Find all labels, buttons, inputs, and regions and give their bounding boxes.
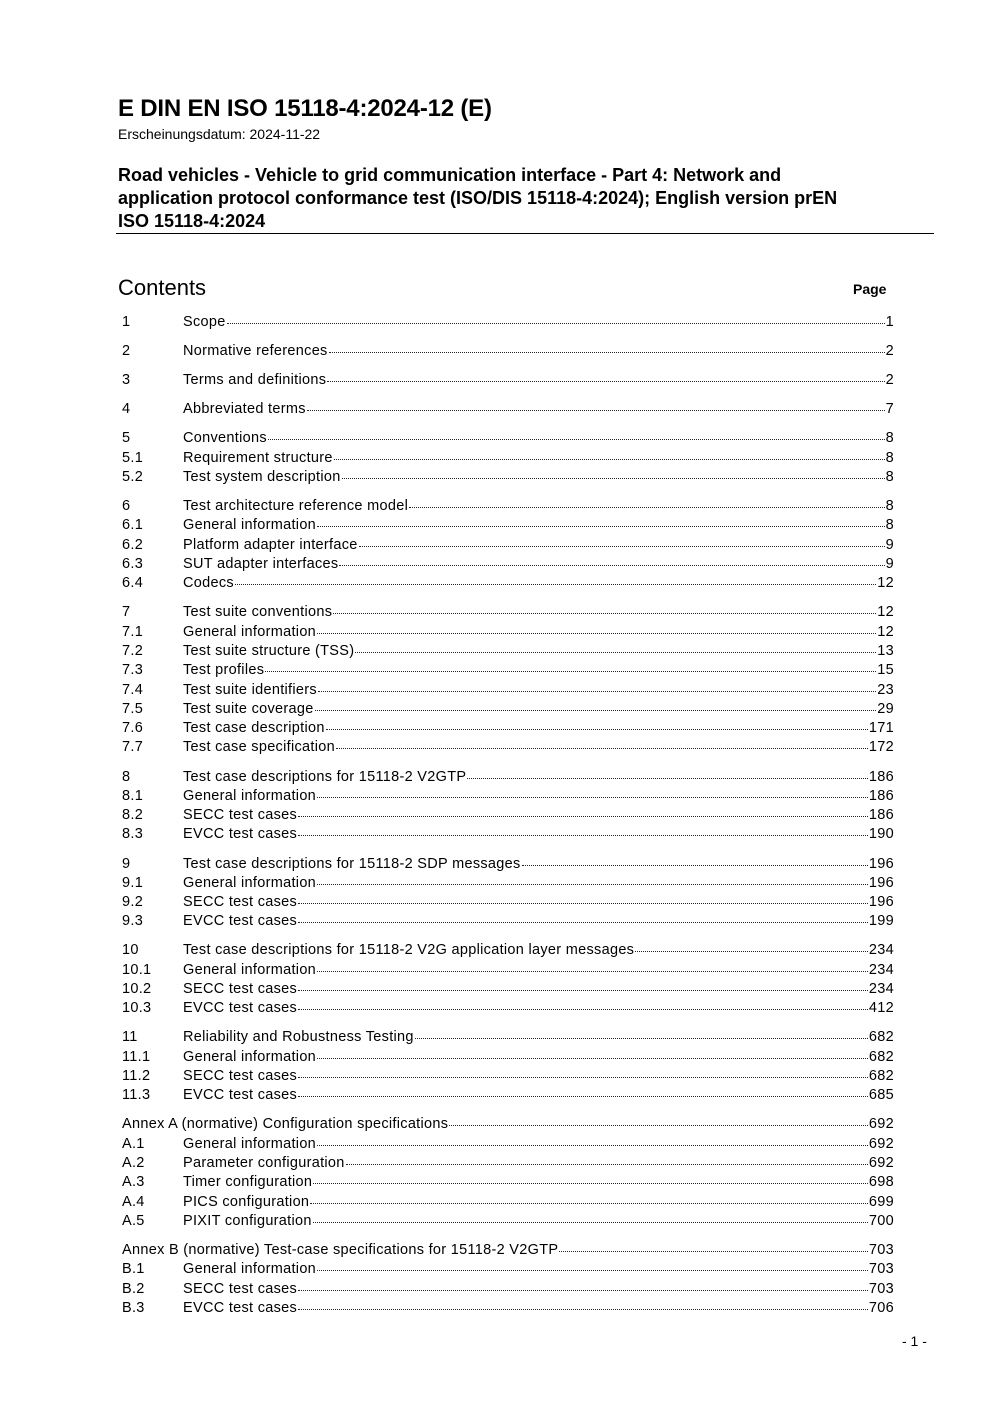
- toc-entry-number: 10: [122, 942, 139, 959]
- toc-dot-leader: [635, 951, 868, 952]
- toc-entry-number: A.5: [122, 1212, 145, 1229]
- toc-entry-page: 2: [885, 372, 894, 389]
- toc-entry-page: 12: [877, 623, 894, 640]
- toc-entry-title: Terms and definitions: [183, 372, 327, 389]
- toc-entry[interactable]: [122, 807, 894, 826]
- toc-dot-leader: [333, 613, 876, 614]
- toc-entry[interactable]: [122, 1087, 894, 1106]
- toc-entry-title: Annex A (normative) Configuration specifications: [122, 1116, 449, 1133]
- toc-dot-leader: [298, 835, 868, 836]
- toc-entry-page: 186: [868, 807, 894, 824]
- toc-entry-number: 11.3: [122, 1087, 151, 1104]
- toc-entry-title: Test system description: [183, 468, 341, 485]
- toc-entry-page: 186: [868, 787, 894, 804]
- toc-entry[interactable]: [122, 962, 894, 981]
- toc-dot-leader: [315, 710, 877, 711]
- toc-dot-leader: [298, 1009, 868, 1010]
- toc-entry[interactable]: [122, 1068, 894, 1087]
- toc-entry-title: SECC test cases: [183, 1280, 298, 1297]
- toc-dot-leader: [268, 439, 885, 440]
- toc-entry-page: 682: [868, 1068, 894, 1085]
- toc-entry-title: General information: [183, 1135, 317, 1152]
- toc-entry-number: 6: [122, 498, 131, 515]
- toc-entry-title: Test profiles: [183, 662, 265, 679]
- toc-dot-leader: [317, 797, 868, 798]
- toc-entry-page: 692: [868, 1155, 894, 1172]
- toc-entry[interactable]: [122, 913, 894, 932]
- toc-entry[interactable]: [122, 556, 894, 575]
- toc-entry-number: 7.4: [122, 681, 144, 698]
- toc-dot-leader: [298, 990, 868, 991]
- page-column-label: Page: [853, 281, 887, 297]
- toc-dot-leader: [355, 652, 876, 653]
- toc-entry[interactable]: [122, 1300, 894, 1319]
- toc-dot-leader: [298, 1290, 868, 1291]
- toc-entry-title: Scope: [183, 314, 226, 330]
- toc-dot-leader: [298, 903, 868, 904]
- toc-entry-number: 10.2: [122, 981, 152, 998]
- toc-entry-number: 8.3: [122, 826, 144, 843]
- toc-entry-title: Abbreviated terms: [183, 401, 306, 418]
- toc-entry-title: Test suite structure (TSS): [183, 642, 355, 659]
- toc-entry-page: 8: [885, 468, 894, 485]
- toc-entry-number: B.3: [122, 1299, 145, 1316]
- toc-entry-page: 23: [877, 681, 894, 698]
- toc-dot-leader: [339, 565, 884, 566]
- toc-entry[interactable]: [122, 450, 894, 469]
- toc-entry-number: 7.1: [122, 623, 144, 640]
- toc-dot-leader: [298, 922, 868, 923]
- toc-entry-page: 698: [868, 1174, 894, 1191]
- toc-entry[interactable]: [122, 1242, 894, 1261]
- toc-entry-number: 2: [122, 343, 131, 360]
- toc-entry-title: Conventions: [183, 430, 267, 447]
- toc-entry-title: EVCC test cases: [183, 1000, 298, 1017]
- toc-entry-number: 11.1: [122, 1048, 151, 1065]
- toc-dot-leader: [317, 526, 885, 527]
- toc-dot-leader: [298, 1077, 868, 1078]
- toc-entry-number: 9.2: [122, 894, 144, 911]
- toc-dot-leader: [326, 729, 868, 730]
- toc-entry-number: 11.2: [122, 1068, 151, 1085]
- toc-dot-leader: [313, 1183, 868, 1184]
- toc-entry-title: SECC test cases: [183, 894, 298, 911]
- toc-entry-number: 6.4: [122, 575, 144, 592]
- toc-entry-page: 703: [868, 1242, 894, 1259]
- toc-dot-leader: [327, 381, 884, 382]
- toc-dot-leader: [317, 1058, 868, 1059]
- toc-dot-leader: [317, 1145, 868, 1146]
- toc-entry-number: 9.3: [122, 913, 144, 930]
- toc-entry-number: 9.1: [122, 874, 144, 891]
- toc-entry-page: 8: [885, 430, 894, 447]
- toc-entry-page: 699: [868, 1193, 894, 1210]
- toc-entry-page: 199: [868, 913, 894, 930]
- toc-entry-title: Test case descriptions for 15118-2 V2G application layer messages: [183, 942, 635, 959]
- toc-entry-number: B.2: [122, 1280, 145, 1297]
- toc-entry-title: General information: [183, 1048, 317, 1065]
- toc-entry-page: 196: [868, 855, 894, 872]
- toc-entry-title: General information: [183, 787, 317, 804]
- toc-entry-number: 5.1: [122, 449, 144, 466]
- toc-dot-leader: [346, 1164, 868, 1165]
- toc-entry-number: 9: [122, 855, 131, 872]
- toc-entry-title: EVCC test cases: [183, 826, 298, 843]
- toc-dot-leader: [298, 1309, 868, 1310]
- toc-entry[interactable]: [122, 981, 894, 1000]
- toc-entry-page: 706: [868, 1299, 894, 1316]
- toc-entry[interactable]: [122, 1049, 894, 1068]
- contents-heading: Contents: [118, 275, 207, 300]
- toc-entry-number: 5: [122, 430, 131, 447]
- toc-entry-title: EVCC test cases: [183, 1299, 298, 1316]
- toc-entry-number: B.1: [122, 1261, 145, 1278]
- toc-dot-leader: [522, 865, 868, 866]
- document-title-line: Road vehicles - Vehicle to grid communication interface - Part 4: Network and: [118, 165, 782, 185]
- toc-dot-leader: [313, 1222, 868, 1223]
- toc-entry-page: 8: [885, 498, 894, 515]
- toc-entry[interactable]: [122, 1281, 894, 1300]
- toc-entry-page: 8: [885, 517, 894, 534]
- toc-entry[interactable]: [122, 826, 894, 845]
- toc-entry-page: 29: [877, 700, 894, 717]
- toc-entry-title: EVCC test cases: [183, 913, 298, 930]
- toc-entry-number: A.3: [122, 1174, 145, 1191]
- toc-entry-number: 11: [122, 1029, 138, 1046]
- toc-entry[interactable]: [122, 372, 894, 391]
- toc-entry[interactable]: [122, 682, 894, 701]
- publication-date: Erscheinungsdatum: 2024-11-22: [118, 126, 321, 142]
- toc-entry-title: Timer configuration: [183, 1174, 313, 1191]
- toc-entry-title: Codecs: [183, 575, 234, 592]
- toc-entry-number: 8.1: [122, 787, 144, 804]
- toc-entry[interactable]: [122, 720, 894, 739]
- toc-dot-leader: [298, 816, 868, 817]
- toc-entry-title: General information: [183, 874, 317, 891]
- toc-entry-title: Test case descriptions for 15118-2 SDP messages: [183, 855, 521, 872]
- toc-entry-number: 6.2: [122, 536, 144, 553]
- toc-entry-title: SECC test cases: [183, 807, 298, 824]
- toc-entry[interactable]: [122, 343, 894, 362]
- toc-entry-page: 703: [868, 1261, 894, 1278]
- toc-entry[interactable]: [122, 739, 894, 758]
- toc-entry-number: 3: [122, 372, 131, 389]
- toc-entry-page: 9: [885, 555, 894, 572]
- toc-entry-number: 8.2: [122, 807, 144, 824]
- toc-entry[interactable]: [122, 469, 894, 488]
- toc-entry[interactable]: [122, 701, 894, 720]
- toc-entry-page: 12: [877, 575, 894, 592]
- document-id: E DIN EN ISO 15118-4:2024-12 (E): [118, 95, 492, 122]
- toc-entry-number: 1: [122, 314, 131, 330]
- table-of-contents: [122, 314, 894, 1319]
- toc-entry[interactable]: [122, 624, 894, 643]
- toc-entry-page: 412: [868, 1000, 894, 1017]
- toc-entry-title: PICS configuration: [183, 1193, 310, 1210]
- document-title-line: application protocol conformance test (ISO/DIS 15118-4:2024); English version prEN: [118, 188, 838, 208]
- toc-entry-number: A.4: [122, 1193, 145, 1210]
- toc-entry-number: 7.2: [122, 642, 144, 659]
- toc-entry-page: 9: [885, 536, 894, 553]
- toc-entry-page: 703: [868, 1280, 894, 1297]
- toc-entry-title: SECC test cases: [183, 1068, 298, 1085]
- toc-entry-number: 5.2: [122, 468, 144, 485]
- toc-entry-number: 8: [122, 768, 131, 785]
- toc-entry[interactable]: [122, 1155, 894, 1174]
- toc-entry[interactable]: [122, 430, 894, 449]
- toc-entry-page: 234: [868, 961, 894, 978]
- toc-dot-leader: [336, 748, 868, 749]
- toc-entry-title: Annex B (normative) Test-case specifications for 15118-2 V2GTP: [122, 1242, 559, 1259]
- toc-entry[interactable]: [122, 875, 894, 894]
- toc-entry-title: Test suite identifiers: [183, 681, 317, 698]
- toc-dot-leader: [317, 633, 876, 634]
- toc-entry[interactable]: [122, 575, 894, 594]
- toc-entry-number: A.1: [122, 1135, 145, 1152]
- title-divider: [116, 233, 934, 234]
- toc-entry-title: EVCC test cases: [183, 1087, 298, 1104]
- toc-entry-page: 234: [868, 942, 894, 959]
- toc-dot-leader: [329, 352, 885, 353]
- toc-entry-number: 6.3: [122, 555, 144, 572]
- toc-entry[interactable]: [122, 1116, 894, 1135]
- toc-entry-page: 692: [868, 1135, 894, 1152]
- toc-entry[interactable]: [122, 769, 894, 788]
- toc-dot-leader: [317, 1270, 868, 1271]
- toc-dot-leader: [310, 1203, 868, 1204]
- toc-entry-page: 196: [868, 874, 894, 891]
- toc-entry-page: 2: [885, 343, 894, 360]
- toc-dot-leader: [317, 971, 868, 972]
- toc-entry-page: 234: [868, 981, 894, 998]
- toc-entry-page: 682: [868, 1048, 894, 1065]
- toc-entry-title: Normative references: [183, 343, 328, 360]
- toc-entry-page: 186: [868, 768, 894, 785]
- toc-entry-title: Reliability and Robustness Testing: [183, 1029, 414, 1046]
- toc-dot-leader: [307, 410, 885, 411]
- toc-entry-title: SUT adapter interfaces: [183, 555, 339, 572]
- toc-entry-page: 700: [868, 1212, 894, 1229]
- toc-dot-leader: [318, 691, 876, 692]
- toc-entry[interactable]: [122, 856, 894, 875]
- toc-entry[interactable]: [122, 1213, 894, 1232]
- toc-dot-leader: [409, 507, 885, 508]
- toc-entry[interactable]: [122, 1000, 894, 1019]
- toc-entry[interactable]: [122, 517, 894, 536]
- toc-entry-title: Test case specification: [183, 739, 335, 756]
- toc-entry-page: 685: [868, 1087, 894, 1104]
- toc-entry-page: 1: [885, 314, 894, 330]
- toc-dot-leader: [317, 884, 868, 885]
- toc-entry-number: 7.3: [122, 662, 144, 679]
- toc-entry-number: 4: [122, 401, 131, 418]
- toc-entry-title: Test suite coverage: [183, 700, 314, 717]
- toc-dot-leader: [467, 778, 868, 779]
- document-title-line: ISO 15118-4:2024: [118, 211, 266, 231]
- toc-entry[interactable]: [122, 401, 894, 420]
- toc-dot-leader: [265, 671, 876, 672]
- toc-dot-leader: [559, 1251, 868, 1252]
- toc-entry-title: General information: [183, 623, 317, 640]
- toc-entry-number: 7.5: [122, 700, 144, 717]
- toc-entry-number: 7: [122, 604, 131, 621]
- toc-entry-title: PIXIT configuration: [183, 1212, 312, 1229]
- footer-page-number: - 1 -: [902, 1333, 927, 1349]
- toc-entry-number: 10.1: [122, 961, 152, 978]
- toc-entry[interactable]: [122, 604, 894, 623]
- toc-entry-page: 13: [877, 642, 894, 659]
- toc-entry-page: 692: [868, 1116, 894, 1133]
- toc-entry-number: A.2: [122, 1155, 145, 1172]
- toc-entry-title: Platform adapter interface: [183, 536, 358, 553]
- toc-entry-page: 682: [868, 1029, 894, 1046]
- toc-entry[interactable]: [122, 498, 894, 517]
- toc-entry[interactable]: [122, 314, 894, 333]
- toc-dot-leader: [298, 1096, 868, 1097]
- toc-entry[interactable]: [122, 1261, 894, 1280]
- toc-entry-title: SECC test cases: [183, 981, 298, 998]
- toc-entry-page: 172: [868, 739, 894, 756]
- toc-entry-number: 7.6: [122, 720, 144, 737]
- toc-entry-title: Test suite conventions: [183, 604, 333, 621]
- document-title: [118, 164, 928, 233]
- toc-dot-leader: [342, 478, 885, 479]
- toc-entry-title: Test case descriptions for 15118-2 V2GTP: [183, 768, 467, 785]
- toc-dot-leader: [359, 546, 885, 547]
- toc-entry[interactable]: [122, 1029, 894, 1048]
- toc-entry-page: 15: [877, 662, 894, 679]
- toc-dot-leader: [227, 323, 885, 324]
- toc-entry-page: 196: [868, 894, 894, 911]
- toc-dot-leader: [334, 459, 885, 460]
- toc-entry[interactable]: [122, 894, 894, 913]
- toc-entry-number: 7.7: [122, 739, 144, 756]
- toc-entry[interactable]: [122, 1194, 894, 1213]
- toc-entry[interactable]: [122, 942, 894, 961]
- toc-entry-page: 171: [868, 720, 894, 737]
- toc-entry-page: 12: [877, 604, 894, 621]
- toc-entry[interactable]: [122, 788, 894, 807]
- toc-entry-title: Requirement structure: [183, 449, 333, 466]
- toc-entry[interactable]: [122, 643, 894, 662]
- toc-entry-page: 7: [885, 401, 894, 418]
- toc-entry-title: Test case description: [183, 720, 325, 737]
- toc-entry[interactable]: [122, 1136, 894, 1155]
- toc-entry-page: 8: [885, 449, 894, 466]
- toc-entry[interactable]: [122, 1174, 894, 1193]
- toc-entry-number: 10.3: [122, 1000, 152, 1017]
- toc-entry-page: 190: [868, 826, 894, 843]
- toc-dot-leader: [235, 584, 876, 585]
- toc-entry-title: General information: [183, 961, 317, 978]
- toc-dot-leader: [449, 1125, 868, 1126]
- toc-entry-title: Parameter configuration: [183, 1155, 345, 1172]
- toc-entry-title: General information: [183, 517, 317, 534]
- toc-entry-title: General information: [183, 1261, 317, 1278]
- toc-entry-number: 6.1: [122, 517, 144, 534]
- toc-entry[interactable]: [122, 537, 894, 556]
- toc-entry[interactable]: [122, 662, 894, 681]
- toc-dot-leader: [415, 1038, 868, 1039]
- toc-entry-title: Test architecture reference model: [183, 498, 409, 515]
